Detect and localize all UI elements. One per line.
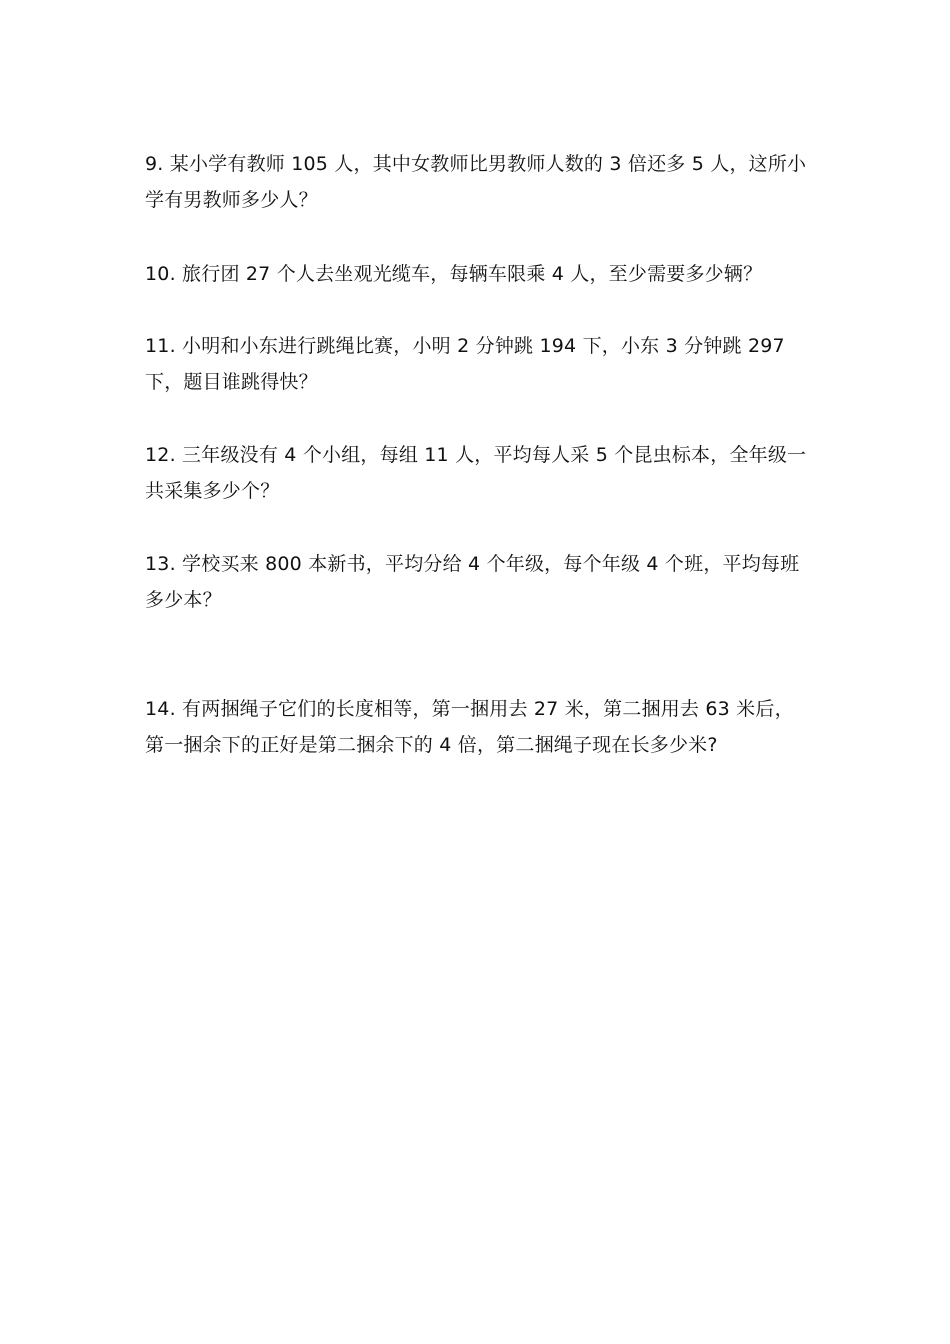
question-9: 9. 某小学有教师 105 人，其中女教师比男教师人数的 3 倍还多 5 人，这所小学有男教师多少人？ [145,153,807,211]
question-14: 14. 有两捆绳子它们的长度相等，第一捆用去 27 米，第二捆用去 63 米后，第一捆余下的正好是第二捆余下的 4 倍，第二捆绳子现在长多少米? [145,698,794,756]
question-12: 12. 三年级没有 4 个小组，每组 11 人，平均每人采 5 个昆虫标本，全年级一共采集多少个？ [145,444,807,502]
question-11: 11. 小明和小东进行跳绳比赛，小明 2 分钟跳 194 下，小东 3 分钟跳 297 下，题目谁跳得快？ [145,335,785,393]
question-13: 13. 学校买来 800 本新书，平均分给 4 个年级，每个年级 4 个班，平均每班多少本？ [145,553,800,611]
question-10: 10. 旅行团 27 个人去坐观光缆车，每辆车限乘 4 人，至少需要多少辆？ [145,263,763,285]
